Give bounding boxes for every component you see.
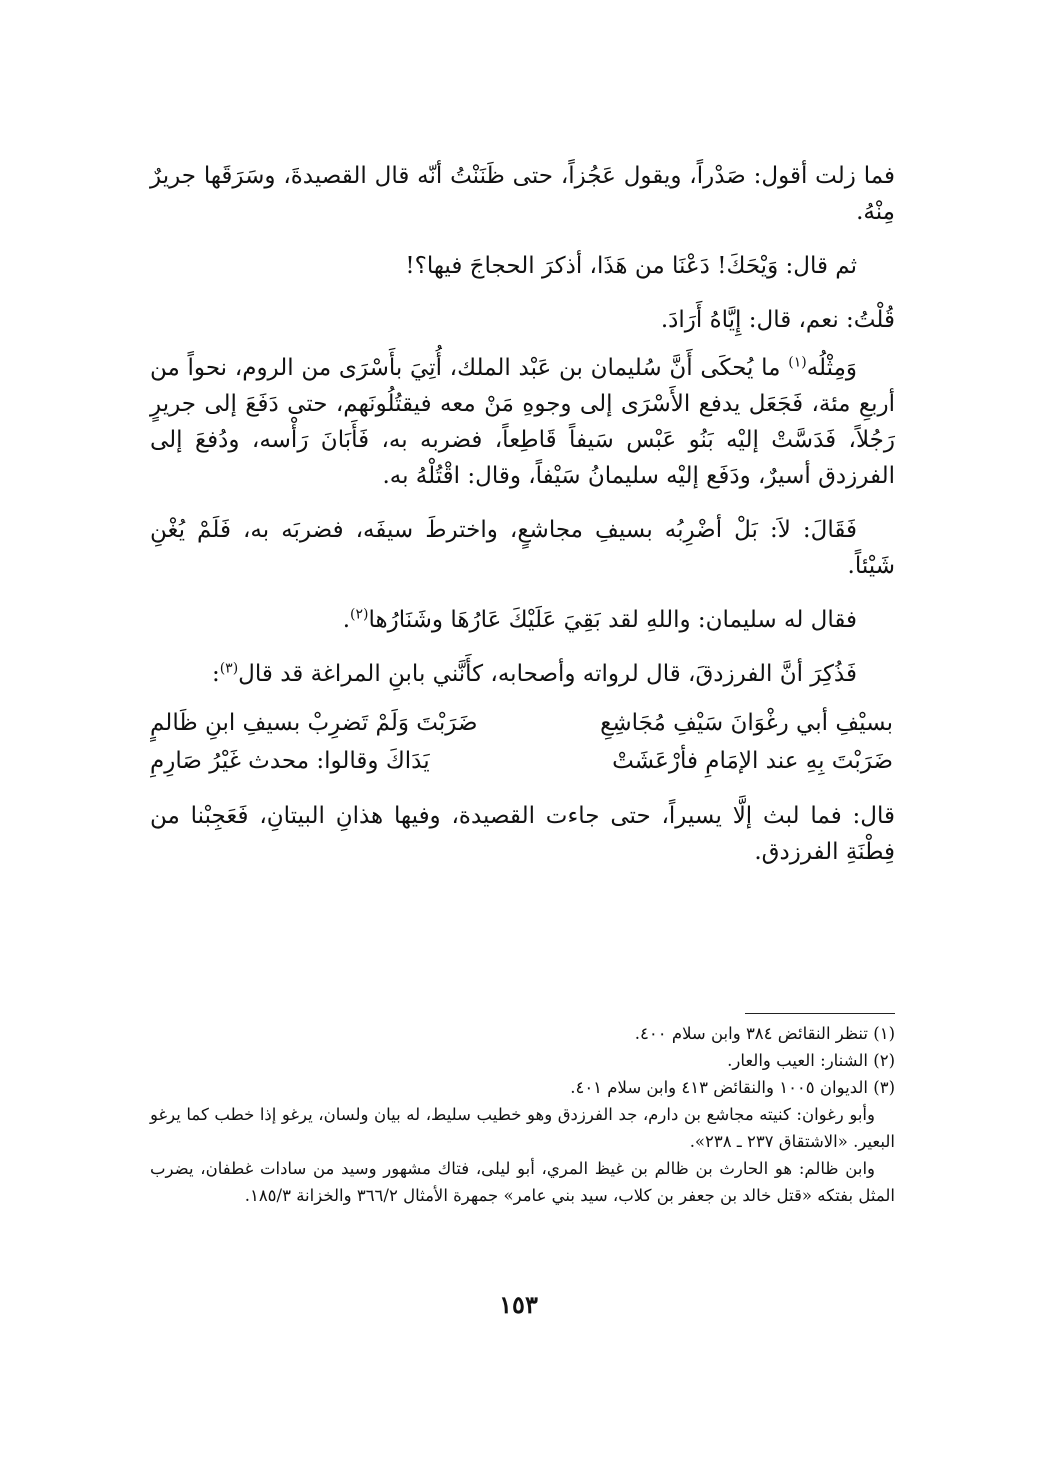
paragraph-4: [150, 350, 895, 494]
paragraph-3: قُلْتُ: نعم، قال: إِيَّاهُ أَرَادَ.: [660, 307, 895, 333]
footnote-3-abu-raghwan: وأبو رغوان: كنيته مجاشع بن دارم، جد الفرزدق وهو خطيب سليط، له بيان ولسان، يرغو إذا خطب كما يرغو البعير. «الاشتقاق ٢٣٧ ـ ٢٣٨».: [150, 1105, 895, 1151]
paragraph-8: قال: فما لبث إلَّا يسيراً، حتى جاءت القصيدة، وفيها هذانِ البيتانِ، فَعَجِبْنا من فِطْنَةِ الفرزدق.: [150, 803, 895, 865]
footnote-marker-1: (١): [788, 354, 807, 371]
footnote-marker-2: (٢): [350, 606, 369, 623]
main-text: [150, 158, 895, 888]
verse-1-first-hemistich: بسيْفِ أبي رغْوَانَ سَيْفِ مُجَاشِعِ: [600, 710, 893, 736]
paragraph-4-lead: وَمِثْلُه: [806, 355, 857, 381]
footnotes: [150, 1020, 895, 1209]
footnote-3: (٣) الديوان ١٠٠٥ والنقائض ٤١٣ وابن سلام ٤٠١.: [570, 1078, 895, 1097]
paragraph-7-colon: :: [211, 661, 220, 687]
paragraph-6: فقال له سليمان: واللهِ لقد بَقِيَ عَلَيْكَ عَارُهَا وشَنَارُها$^{(٢)}$.: [342, 606, 857, 633]
footnote-divider: [745, 1013, 895, 1014]
paragraph-1: فما زلت أقول: صَدْراً، ويقول عَجُزاً، حتى ظَنَنْتُ أنّه قال القصيدةَ، وسَرَقَها جريرٌ مِنْهُ.: [150, 163, 895, 225]
poem: [150, 704, 895, 780]
verse-2-first-hemistich: ضَرَبْتَ بِهِ عند الإمَامِ فأرْعَشَتْ: [612, 748, 893, 774]
paragraph-4-text: ما يُحكَى أَنَّ سُليمان بن عَبْد الملك، أُتِيَ بأَسْرَى من الروم، نحواً من أربعِ مئة، فَجَعَل يدفع الأَسْرَى إلى وجوهِ مَنْ معه فيقتُلُونَهم، حتى دَفَعَ إلى جريرٍ رَجُلاً، فَدَسَّتْ إليْه بَنُو عَبْس سَيفاً قَاطِعاً، فضربه به، فَأَبَانَ رَأْسه، ودُفعَ إلى الفرزدق أسيرٌ، ودَفَع إليْه سليمانُ سَيْفاً، وقال: اقْتُلْهُ به.: [150, 355, 895, 489]
footnote-1: (١) تنظر النقائض ٣٨٤ وابن سلام ٤٠٠.: [634, 1024, 895, 1043]
footnote-3-ibn-zalim: وابن ظالم: هو الحارث بن ظالم بن غيظ المري، أبو ليلى، فتاك مشهور وسيد من سادات غطفان، يضرب المثل بفتكه «قتل خالد بن جعفر بن كلاب، سيد بني عامر» جمهرة الأمثال ٣٦٦/٢ والخزانة ١٨٥/٣.: [150, 1159, 895, 1205]
footnote-2: (٢) الشنار: العيب والعار.: [727, 1051, 895, 1070]
paragraph-7-text: فَذُكِرَ أنَّ الفرزدقَ، قال لرواته وأصحابه، كأَنَّني بابنِ المراغة قد قال: [238, 661, 857, 687]
paragraph-7: [150, 656, 895, 692]
paragraph-6-text: فقال له سليمان: واللهِ لقد بَقِيَ عَلَيْكَ عَارُهَا وشَنَارُها: [368, 607, 857, 633]
poem-verse-1: [150, 704, 893, 742]
paragraph-2: ثم قال: وَيْحَكَ! دَعْنَا من هَذَا، أذكرَ الحجاجَ فيها؟!: [405, 253, 857, 279]
footnote-marker-3: (٣): [219, 660, 239, 677]
poem-verse-2: [150, 742, 893, 780]
page-number: ١٥٣: [499, 1290, 538, 1319]
verse-1-second-hemistich: ضَرَبْتَ وَلَمْ تَضرِبْ بسيفِ ابنِ ظَالمٍ: [150, 710, 478, 736]
verse-2-second-hemistich: يَدَاكَ وقالوا: محدث غَيْرُ صَارِمِ: [150, 748, 430, 774]
paragraph-5: فَقَالَ: لاَ: بَلْ أضْرِبُه بسيفِ مجاشعٍ، واخترطَ سيفَه، فضربَه به، فَلَمْ يُغْنِ شَيْئاً.: [150, 517, 895, 579]
